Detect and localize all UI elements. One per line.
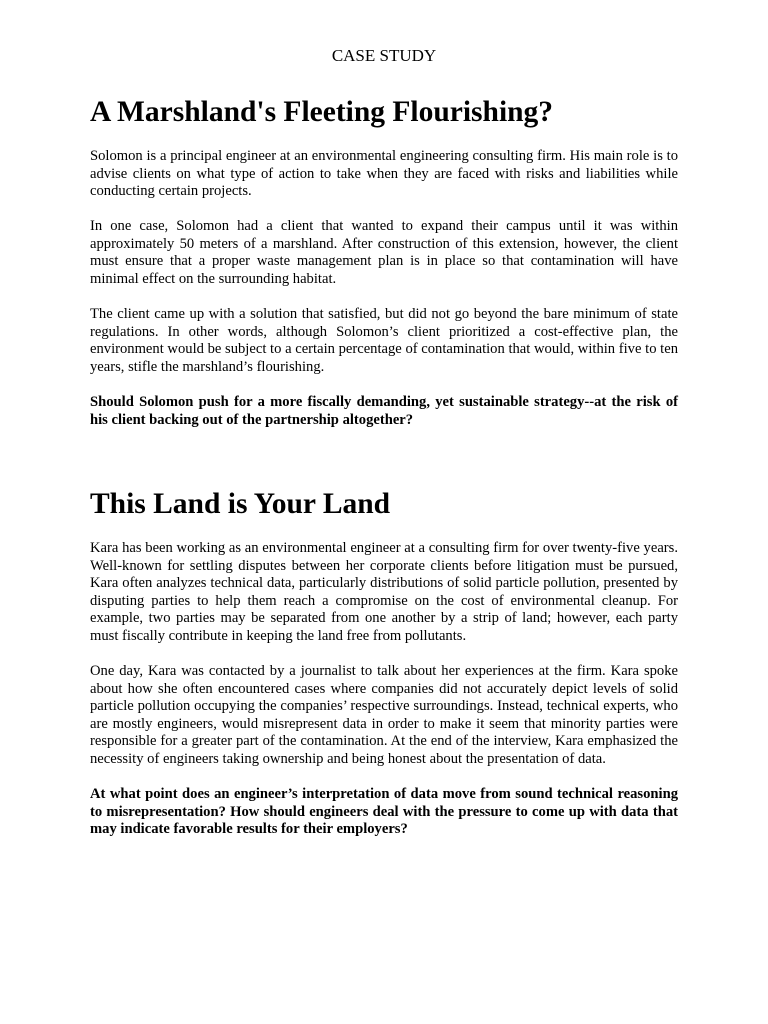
section-body — [90, 148, 678, 429]
body-paragraph: Kara has been working as an environmental engineer at a consulting firm for over twenty-five years. Well-known for settling disputes between her corporate clients before litigation must be pursued, Kara often analyzes technical data, particularly distributions of solid particle pollution, presented by disputing parties to help them reach a compromise on the cost of environmental cleanup. For example, two parties may be separated from one another by a strip of land; however, each party must fiscally contribute in keeping the land free from pollutants. — [90, 540, 678, 644]
document-label: CASE STUDY — [331, 46, 437, 65]
case-study-section — [90, 486, 678, 856]
discussion-question: At what point does an engineer’s interpretation of data move from sound technical reasoning to misrepresentation? How should engineers deal with the pressure to come up with data that may indicate favorable results for their employers? — [90, 786, 678, 838]
body-paragraph: In one case, Solomon had a client that wanted to expand their campus until it was within approximately 50 meters of a marshland. After construction of this extension, however, the client must ensure that a proper waste management plan is in place so that contamination will have minimal effect on the surrounding habitat. — [90, 218, 678, 288]
body-paragraph: Solomon is a principal engineer at an environmental engineering consulting firm. His main role is to advise clients on what type of action to take when they are faced with risks and liabilities while conducting certain projects. — [90, 148, 678, 200]
section-body — [90, 540, 678, 839]
section-title: This Land is Your Land — [90, 488, 391, 520]
body-paragraph: The client came up with a solution that satisfied, but did not go beyond the bare minimum of state regulations. In other words, although Solomon’s client prioritized a cost-effective plan, the environment would be subject to a certain percentage of contamination that would, within five to ten years, stifle the marshland’s flourishing. — [90, 306, 678, 375]
case-study-section — [90, 94, 678, 447]
section-title: A Marshland's Fleeting Flourishing? — [90, 96, 554, 128]
body-paragraph: One day, Kara was contacted by a journalist to talk about her experiences at the firm. Kara spoke about how she often encountered cases where companies did not accurately depict levels of solid particle pollution occupying the companies’ respective surroundings. Instead, technical experts, who are mostly engineers, would misrepresent data in order to make it seem that minority parties were responsible for a greater part of the contamination. At the end of the interview, Kara emphasized the necessity of engineers taking ownership and being honest about the presentation of data. — [90, 663, 678, 768]
discussion-question: Should Solomon push for a more fiscally demanding, yet sustainable strategy--at the risk of his client backing out of the partnership altogether? — [90, 394, 678, 428]
